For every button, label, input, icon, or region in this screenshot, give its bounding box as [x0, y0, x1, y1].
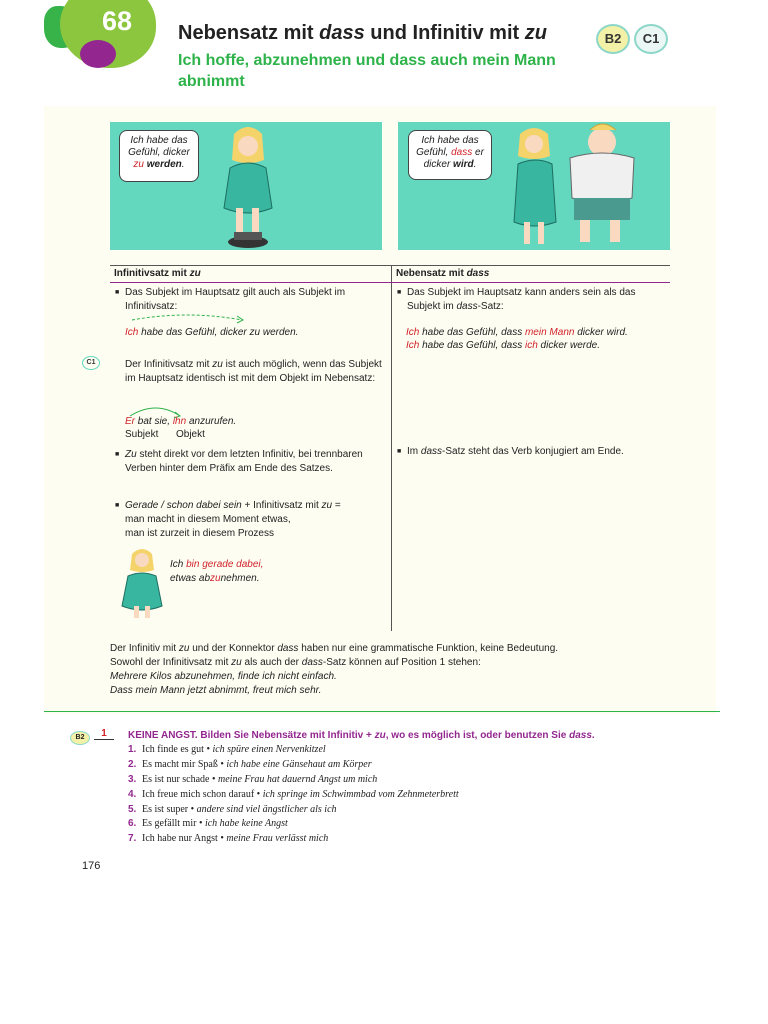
column-header-infinitivsatz: Infinitivsatz mit zu	[114, 268, 201, 279]
rule-verb-end: ■ Im dass-Satz steht das Verb konjugiert am Ende.	[407, 445, 667, 459]
table-column-divider	[391, 265, 392, 631]
rule-gerade-dabei: ■ Gerade / schon dabei sein + Infinitivsatz mit zu = man macht in diesem Moment etwas, man ist zurzeit in diesem Prozess	[125, 499, 385, 541]
example-left-1: Ich habe das Gefühl, dicker zu werden.	[125, 327, 299, 338]
woman-on-scale-image	[220, 122, 280, 250]
exercise-number: 1	[94, 728, 114, 740]
exercise-instruction: KEINE ANGST. Bilden Sie Nebensätze mit Infinitiv + zu, wo es möglich ist, oder benutzen Sie dass.	[128, 730, 595, 741]
exercise-item: 7. Ich habe nur Angst • meine Frau verlässt mich	[128, 833, 329, 844]
level-badge-c1: C1	[634, 24, 668, 54]
exercise-item: 2. Es macht mir Spaß • ich habe eine Gänsehaut am Körper	[128, 759, 372, 770]
level-tag-c1: C1	[82, 356, 100, 370]
table-top-rule-right	[392, 265, 670, 266]
exercise-level-badge: B2	[70, 731, 90, 745]
exercise-divider	[44, 711, 720, 712]
rule-zu-position: ■ Zu steht direkt vor dem letzten Infinitiv, bei trennbaren Verben hinter dem Präfix am Ende des Satzes.	[125, 448, 385, 476]
column-header-nebensatz: Nebensatz mit dass	[396, 268, 490, 279]
speech-bubble-right: Ich habe das Gefühl, dass er dicker wird.	[408, 130, 492, 180]
label-subjekt: Subjekt	[125, 429, 159, 440]
table-header-rule	[110, 282, 670, 283]
page-subtitle: Ich hoffe, abzunehmen und dass auch mein Mann abnimmt	[178, 52, 556, 90]
couple-image	[510, 122, 640, 250]
chapter-number: 68	[102, 6, 133, 36]
exercise-item: 3. Es ist nur schade • meine Frau hat dauernd Angst um mich	[128, 774, 378, 785]
example-left-3: Ich bin gerade dabei, etwas abzunehmen.	[170, 559, 264, 584]
page-title: Nebensatz mit dass und Infinitiv mit zu	[178, 22, 547, 44]
grammar-notes: Der Infinitiv mit zu und der Konnektor dass haben nur eine grammatische Funktion, keine Bedeutung. Sowohl der Infinitivsatz mit zu als auch der dass-Satz können auf Position 1 stehen: Mehrere Kilos abzunehmen, finde ich nicht einfach. Dass mein Mann jetzt abnimmt, freut mich sehr.	[110, 643, 559, 696]
rule-subject-object: Der Infinitivsatz mit zu ist auch möglich, wenn das Subjekt im Hauptsatz identisch ist mit dem Objekt im Nebensatz:	[125, 359, 382, 384]
dashed-arrow	[130, 312, 250, 326]
woman-dress-image	[122, 548, 162, 620]
exercise-item: 5. Es ist super • andere sind viel ängstlicher als ich	[128, 804, 337, 815]
example-left-2: Er bat sie, ihn anzurufen.	[125, 416, 237, 427]
table-top-rule-left	[110, 265, 391, 266]
level-badge-b2: B2	[596, 24, 630, 54]
example-right-2: Ich habe das Gefühl, dass ich dicker werde.	[406, 340, 601, 351]
page-number: 176	[82, 860, 101, 872]
exercise-item: 4. Ich freue mich schon darauf • ich springe im Schwimmbad vom Zehnmeterbrett	[128, 789, 459, 800]
exercise-item: 1. Ich finde es gut • ich spüre einen Nervenkitzel	[128, 744, 326, 755]
speech-bubble-left: Ich habe das Gefühl, dicker zu werden.	[119, 130, 199, 182]
label-objekt: Objekt	[176, 429, 205, 440]
rule-subject-same: ■ Das Subjekt im Hauptsatz gilt auch als Subjekt im Infinitivsatz:	[125, 286, 385, 314]
example-right-1: Ich habe das Gefühl, dass mein Mann dicker wird.	[406, 327, 628, 338]
rule-subject-different: ■ Das Subjekt im Hauptsatz kann anders sein als das Subjekt im dass-Satz:	[407, 286, 667, 314]
decor-blob-purple	[80, 40, 116, 68]
exercise-item: 6. Es gefällt mir • ich habe keine Angst	[128, 818, 288, 829]
